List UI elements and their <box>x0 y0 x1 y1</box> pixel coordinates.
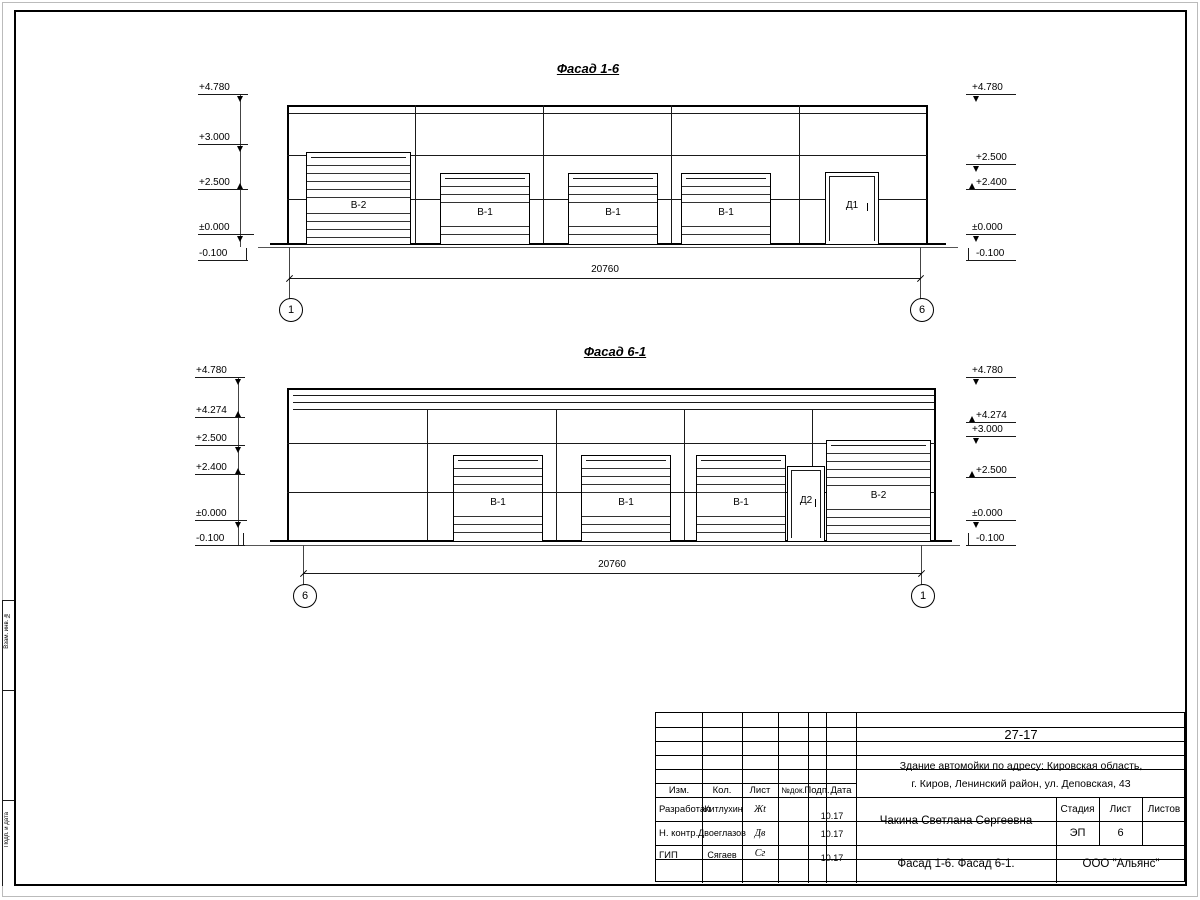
stamp-sign-1: Дв <box>754 827 766 839</box>
facade2-right-elev-4: ±0.000 <box>972 508 1003 519</box>
stamp-sign-2: Сг <box>754 847 766 859</box>
stamp-customer: Чакина Светлана Сергеевна <box>879 815 1033 827</box>
facade1-opening-gate-4 <box>681 173 771 245</box>
stamp-col-kol: Кол. <box>712 784 732 796</box>
facade2-opening-door-1 <box>787 466 825 542</box>
facade1-axis-right: 6 <box>910 298 934 322</box>
stamp-col-ndok: №док. <box>781 785 805 795</box>
facade2-right-elev-2: +3.000 <box>972 424 1003 435</box>
facade1-roof-line <box>287 105 927 107</box>
facade1-joint-2 <box>543 105 544 243</box>
facade2-opening-gate-4 <box>826 440 931 542</box>
facade1-left-elev-1: +3.000 <box>199 132 230 143</box>
facade2-joint-3 <box>684 409 685 540</box>
stamp-name-0: Житлухин <box>701 804 743 814</box>
facade2-opening-gate-3 <box>696 455 786 542</box>
stamp-sign-0: Жt <box>754 803 766 815</box>
facade2-roof-line <box>287 388 935 390</box>
facade2-left-elev-4: ±0.000 <box>196 508 227 519</box>
facade2-gate-label-2: В-1 <box>582 496 670 509</box>
facade2-right-elev-0: +4.780 <box>972 365 1003 376</box>
facade2-left-elev-1: +4.274 <box>196 405 227 416</box>
stamp-company: ООО "Альянс" <box>1082 858 1160 870</box>
facade1-right-elev-4: -0.100 <box>976 248 1005 259</box>
facade2-right-elev-1: +4.274 <box>976 410 1007 421</box>
facade2-ground-line2 <box>238 545 960 546</box>
stamp-sheet-title: Фасад 1-6. Фасад 6-1. <box>897 858 1015 870</box>
facade1-right-elev-0: +4.780 <box>972 82 1003 93</box>
facade2-dim-line <box>303 573 922 574</box>
facade2-joint-1 <box>427 409 428 540</box>
facade2-opening-gate-2 <box>581 455 671 542</box>
sheet-outer-bottom <box>2 896 1198 897</box>
facade2-gate-label-4: В-2 <box>827 489 930 502</box>
facade1-right-elev-3: ±0.000 <box>972 222 1003 233</box>
facade1-ground-line2 <box>258 247 958 248</box>
stamp-name-1: Двоеглазов <box>698 828 746 838</box>
facade2-right-elev-5: -0.100 <box>976 533 1005 544</box>
facade2-gate-label-1: В-1 <box>454 496 542 509</box>
facade1-left-elev-axis <box>240 95 241 247</box>
stamp-date-1: 10.17 <box>820 829 844 839</box>
facade1-joint-1 <box>415 105 416 243</box>
facade2-right-edge <box>934 388 936 540</box>
facade2-joint-2 <box>556 409 557 540</box>
facade1-axis-left: 1 <box>279 298 303 322</box>
facade1-dim-line <box>289 278 921 279</box>
facade2-title: Фасад 6-1 <box>583 344 647 359</box>
stamp-date-2: 10.17 <box>820 853 844 863</box>
facade2-parapet-line-1 <box>293 395 935 396</box>
sheet-outer-right <box>1197 2 1198 896</box>
facade1-left-elev-4: -0.100 <box>199 248 228 259</box>
facade1-left-elev-3: ±0.000 <box>199 222 230 233</box>
facade1-right-edge <box>926 105 928 243</box>
facade2-left-elev-0: +4.780 <box>196 365 227 376</box>
stamp-sheet-header: Лист <box>1109 803 1132 815</box>
facade2-gate-label-3: В-1 <box>697 496 785 509</box>
stamp-name-2: Сягаев <box>707 850 737 860</box>
facade2-right-elev-3: +2.500 <box>976 465 1007 476</box>
stamp-col-izm: Изм. <box>668 784 690 796</box>
sheet-border-top <box>14 10 1186 12</box>
stamp-object-line1: Здание автомойки по адресу: Кировская область, <box>899 759 1143 772</box>
facade2-opening-gate-1 <box>453 455 543 542</box>
facade1-left-elev-2: +2.500 <box>199 177 230 188</box>
stamp-sheets-header: Листов <box>1147 803 1181 815</box>
facade1-gate-label-2: В-1 <box>441 206 529 219</box>
sheet-outer-top <box>2 2 1198 3</box>
facade2-left-elev-3: +2.400 <box>196 462 227 473</box>
facade2-door-label-1: Д2 <box>799 495 813 506</box>
facade1-right-elev-2: +2.400 <box>976 177 1007 188</box>
stamp-col-list: Лист <box>749 784 771 796</box>
stamp-sheet-value: 6 <box>1117 827 1124 839</box>
facade1-opening-gate-1 <box>306 152 411 245</box>
facade2-axis-left: 6 <box>293 584 317 608</box>
facade1-dim-value: 20760 <box>591 264 619 275</box>
stamp-role-1: Н. контр. <box>659 827 699 839</box>
facade2-dim-value: 20760 <box>598 559 626 570</box>
facade2-parapet-line-3 <box>293 409 935 410</box>
left-margin-strip <box>0 0 20 900</box>
stamp-date-0: 10.17 <box>820 811 844 821</box>
facade2-axis-right: 1 <box>911 584 935 608</box>
facade1-left-edge <box>287 105 289 243</box>
facade2-left-edge <box>287 388 289 540</box>
facade1-joint-3 <box>671 105 672 243</box>
stamp-sheets-value <box>1142 821 1186 845</box>
facade1-gate-label-4: В-1 <box>682 206 770 219</box>
stamp-role-0: Разработал <box>659 803 711 815</box>
facade1-opening-gate-3 <box>568 173 658 245</box>
facade2-left-elev-2: +2.500 <box>196 433 227 444</box>
facade1-parapet-line <box>287 113 927 114</box>
facade2-parapet-line-2 <box>293 402 935 403</box>
facade1-gate-label-3: В-1 <box>569 206 657 219</box>
facade1-gate-label-1: В-2 <box>307 199 410 212</box>
facade1-joint-4 <box>799 105 800 243</box>
facade1-right-elev-1: +2.500 <box>976 152 1007 163</box>
margin-label-bottom: Подп. и дата <box>4 812 10 848</box>
stamp-code: 27-17 <box>1004 726 1038 742</box>
stamp-object-line2: г. Киров, Ленинский район, ул. Деповская, 43 <box>911 777 1131 790</box>
facade1-opening-door-1 <box>825 172 879 245</box>
stamp-stage-header: Стадия <box>1060 803 1095 815</box>
facade1-opening-gate-2 <box>440 173 530 245</box>
stamp-role-2: ГИП <box>659 849 678 861</box>
margin-label-top: Взам. инв. № <box>4 612 10 649</box>
title-block <box>655 712 1185 882</box>
stamp-col-data: Дата <box>830 784 852 796</box>
stamp-stage-value: ЭП <box>1069 827 1086 839</box>
facade2-left-elev-5: -0.100 <box>196 533 225 544</box>
facade1-title: Фасад 1-6 <box>556 61 620 76</box>
facade1-left-elev-0: +4.780 <box>199 82 230 93</box>
sheet-border-bottom <box>14 884 1186 886</box>
facade1-door-label-1: Д1 <box>845 200 859 211</box>
stamp-col-podp: Подп. <box>804 784 830 796</box>
